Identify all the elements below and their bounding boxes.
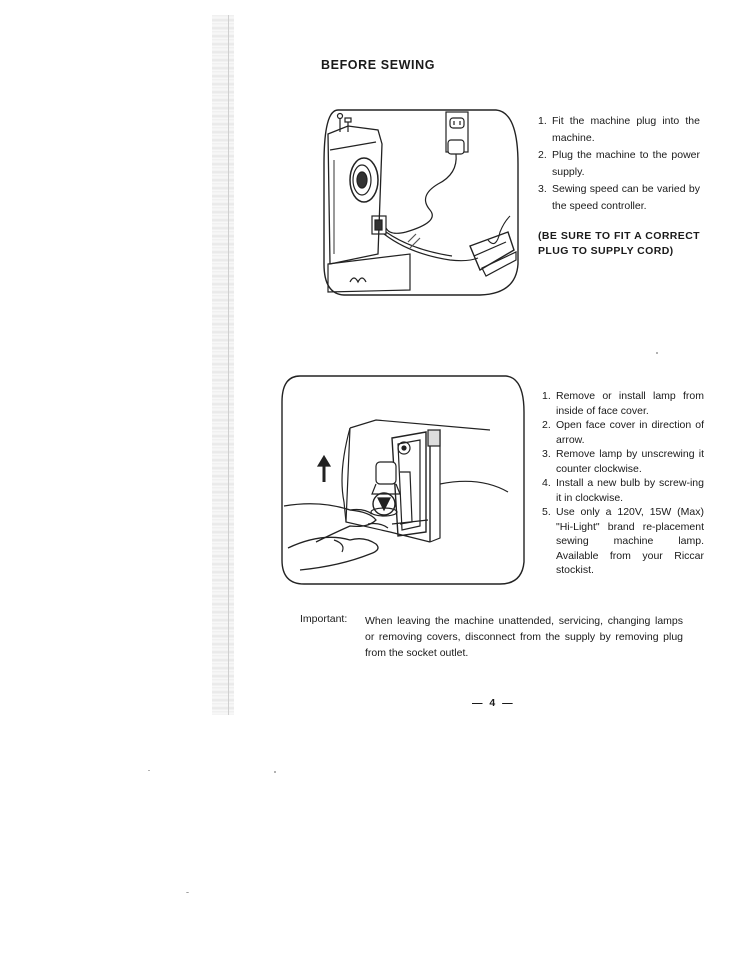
step-number: 4. <box>542 477 551 489</box>
step-number: 2. <box>538 149 547 161</box>
list-item <box>542 389 704 418</box>
binding-shadow <box>212 15 234 715</box>
step-text: Sewing speed can be varied by the speed controller. <box>552 183 700 212</box>
step-text: Plug the machine to the power supply. <box>552 149 700 178</box>
list-item <box>538 113 700 147</box>
page-number: — 4 — <box>472 697 515 709</box>
lamp-instructions <box>542 389 704 578</box>
list-item <box>538 181 700 215</box>
print-speck <box>656 352 658 354</box>
print-speck <box>148 770 150 771</box>
lamp-replacement-illustration <box>280 372 526 586</box>
step-text: Fit the machine plug into the machine. <box>552 115 700 144</box>
step-number: 3. <box>538 183 547 195</box>
section-heading: BEFORE SEWING <box>321 58 436 72</box>
plug-instructions <box>538 113 700 215</box>
important-label: Important: <box>300 613 348 625</box>
step-text: Install a new bulb by screw-ing it in clockwise. <box>556 477 704 504</box>
binding-edge <box>228 15 229 715</box>
important-text: When leaving the machine unattended, servicing, changing lamps or removing covers, disconnect from the supply by removing plug from the socket outlet. <box>365 615 683 659</box>
print-speck <box>186 892 189 893</box>
list-item <box>542 447 704 476</box>
list-item <box>538 147 700 181</box>
step-text: Open face cover in direction of arrow. <box>556 419 704 446</box>
step-number: 2. <box>542 419 551 431</box>
list-item <box>542 505 704 578</box>
plug-caution: (BE SURE TO FIT A CORRECT PLUG TO SUPPLY CORD) <box>538 230 700 257</box>
step-number: 1. <box>542 390 551 402</box>
step-number: 3. <box>542 448 551 460</box>
step-number: 5. <box>542 506 551 518</box>
step-text: Remove lamp by unscrewing it counter clockwise. <box>556 448 704 475</box>
step-text: Remove or install lamp from inside of face cover. <box>556 390 704 417</box>
machine-plug-illustration <box>320 104 520 297</box>
step-text: Use only a 120V, 15W (Max) "Hi-Light" brand re-placement sewing machine lamp. Available from your Riccar stockist. <box>556 506 704 576</box>
list-item <box>542 476 704 505</box>
print-speck <box>274 771 276 773</box>
list-item <box>542 418 704 447</box>
step-number: 1. <box>538 115 547 127</box>
